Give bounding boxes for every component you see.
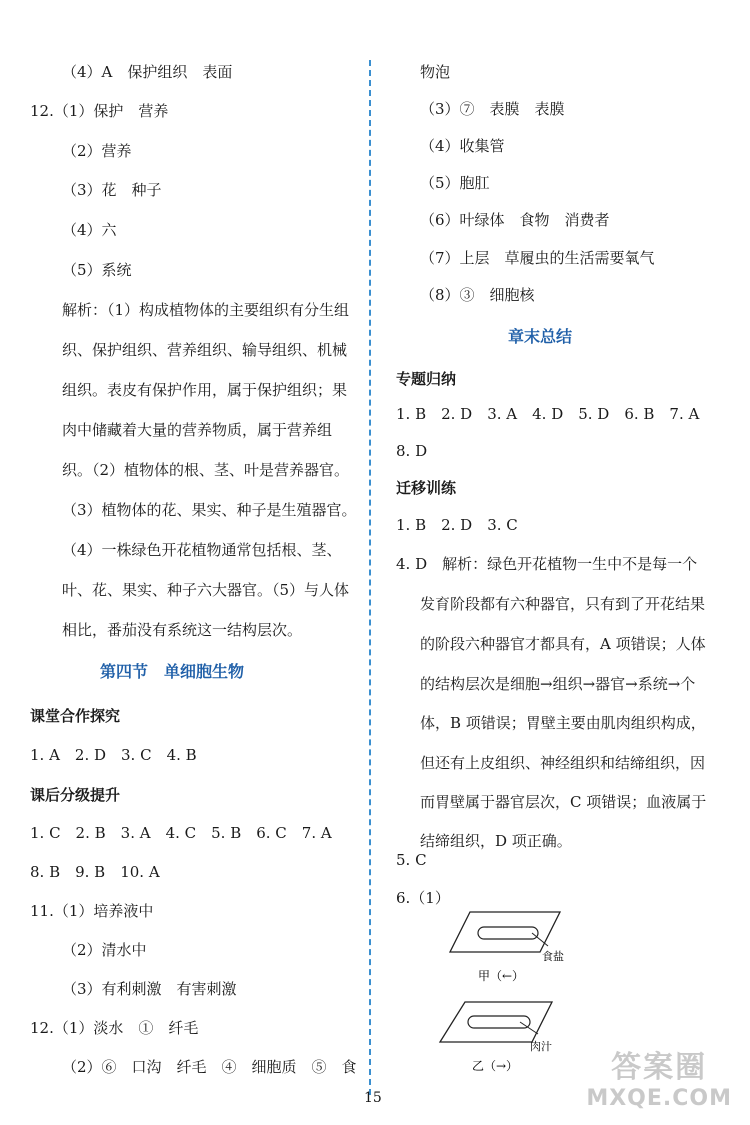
answer-line: （5）胞肛 [420,174,490,192]
column-divider [369,60,371,1095]
explanation-line: （3）植物体的花、果实、种子是生殖器官。 [62,501,357,519]
answer-line: 8. D [396,442,428,460]
explanation-line: 肉中储藏着大量的营养物质，属于营养组 [62,421,333,439]
caption-jia: 甲（←） [478,969,525,983]
answer-line: 5. C [396,851,427,869]
answer-line: （3）花 种子 [62,181,162,199]
explanation-line: 的结构层次是细胞→组织→器官→系统→个 [420,675,696,693]
answer-line: （5）系统 [62,261,132,279]
answer-line: 1. B 2. D 3. C [396,516,518,534]
explanation-line: 但还有上皮组织、神经组织和结缔组织，因 [420,754,706,772]
slide-bottom [440,1002,552,1042]
subsection-heading: 迁移训练 [396,479,457,497]
answer-line: 11.（1）培养液中 [30,902,154,920]
culture-drop-top [478,927,538,939]
explanation-line: 的阶段六种器官才都具有，A 项错误；人体 [420,635,706,653]
section-title: 第四节 单细胞生物 [100,662,245,681]
answer-line: 物泡 [420,63,451,81]
label-salt: 食盐 [542,950,564,963]
explanation-line: 体，B 项错误；胃壁主要由肌肉组织构成， [420,714,706,732]
answer-line: （2）⑥ 口沟 纤毛 ④ 细胞质 ⑤ 食 [62,1058,357,1076]
slide-diagram-figure [420,900,600,1080]
page-number: 15 [364,1090,382,1106]
answer-line: 1. A 2. D 3. C 4. B [30,746,197,764]
explanation-line: 解析：（1）构成植物体的主要组织有分生组 [62,301,350,319]
answer-line: （3）⑦ 表膜 表膜 [420,100,565,118]
answer-line: （4）收集管 [420,137,505,155]
explanation-line: 相比，番茄没有系统这一结构层次。 [62,621,303,639]
explanation-line: 而胃壁属于器官层次，C 项错误；血液属于 [420,793,707,811]
explanation-line: 叶、花、果实、种子六大器官。（5）与人体 [62,581,350,599]
caption-yi: 乙（→） [472,1059,519,1073]
answer-line: （8）③ 细胞核 [420,286,535,304]
subsection-heading: 课后分级提升 [30,786,121,804]
slide-top [450,912,560,952]
watermark-url: MXQE.COM [586,1086,732,1111]
subsection-heading: 专题归纳 [396,370,457,388]
answer-line: 8. B 9. B 10. A [30,863,160,881]
answer-line: 6.（1） [396,889,450,907]
answer-line: （4）A 保护组织 表面 [62,63,233,81]
explanation-line: 织、保护组织、营养组织、输导组织、机械 [62,341,348,359]
answer-line: （2）清水中 [62,941,147,959]
answer-line: 1. B 2. D 3. A 4. D 5. D 6. B 7. A [396,405,700,423]
watermark-logo [586,1042,732,1111]
answer-line: 12.（1）淡水 ① 纤毛 [30,1019,199,1037]
explanation-line: 组织。表皮有保护作用，属于保护组织；果 [62,381,348,399]
explanation-line: 发育阶段都有六种器官，只有到了开花结果 [420,595,706,613]
answer-line: （3）有利刺激 有害刺激 [62,980,237,998]
answer-line: （6）叶绿体 食物 消费者 [420,211,610,229]
answer-line: （4）六 [62,221,117,239]
explanation-line: 织。（2）植物体的根、茎、叶是营养器官。 [62,461,350,479]
section-title: 章末总结 [508,327,573,346]
answer-line: 1. C 2. B 3. A 4. C 5. B 6. C 7. A [30,824,332,842]
subsection-heading: 课堂合作探究 [30,707,121,725]
explanation-line: 结缔组织，D 项正确。 [420,832,572,850]
answer-line: （7）上层 草履虫的生活需要氧气 [420,249,655,267]
explanation-line: 4. D 解析：绿色开花植物一生中不是每一个 [396,555,698,573]
watermark-text: 答案圈 [611,1050,708,1085]
answer-line: （2）营养 [62,142,132,160]
answer-line: 12.（1）保护 营养 [30,102,169,120]
explanation-line: （4）一株绿色开花植物通常包括根、茎、 [62,541,342,559]
label-broth: 肉汁 [530,1040,552,1053]
